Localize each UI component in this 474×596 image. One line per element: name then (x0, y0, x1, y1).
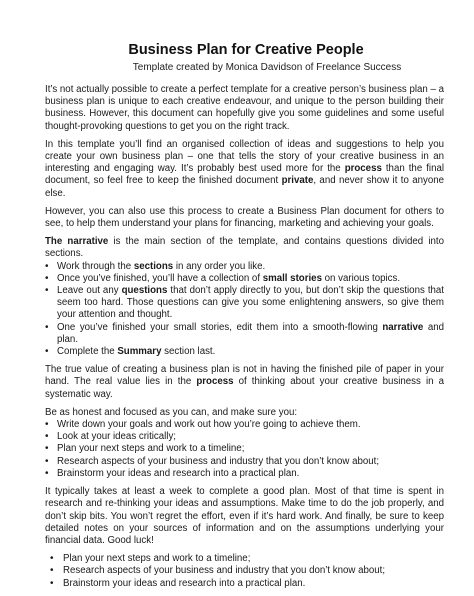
list-item: • Brainstorm your ideas and research into a practical plan. (45, 578, 444, 590)
list-item: • Plan your next steps and work to a timeline; (45, 553, 444, 565)
narrative-paragraph: The narrative is the main section of the template, and contains questions divided into sections. (45, 236, 444, 260)
template-paragraph: In this template you’ll find an organised collection of ideas and suggestions to help you create your own business plan – one that tells the story of your creative business in an interesting and engaging way. It’s probably best used more for the process than the final document, so feel free to keep the finished document private, and never show it to anyone else. (45, 138, 444, 199)
list-item: • Plan your next steps and work to a timeline; (45, 443, 444, 455)
list-item: • Research aspects of your business and industry that you don’t know about; (45, 565, 444, 577)
usage-paragraph: However, you can also use this process to create a Business Plan document for others to see, to help them understand your plans for financing, marketing and achieving your goals. (45, 205, 444, 230)
list-item: • Once you’ve finished, you’ll have a collection of small stories on various topics. (45, 273, 444, 285)
list-item: • Work through the sections in any order you like. (45, 261, 444, 273)
closing-paragraph: It typically takes at least a week to complete a good plan. Most of that time is spent in research and re-thinking your ideas and assumptions. Make time to do the job properly, and don’t skip bits. You won’t regret the effort, even if it’s hard work. And finally, be sure to keep detailed notes on your sources of information and on the assumptions underlying your financial data. Good luck! (45, 486, 444, 546)
document-subtitle: Template created by Monica Davidson of Freelance Success (132, 62, 402, 73)
list-item: • Brainstorm your ideas and research into a practical plan. (45, 468, 444, 480)
list-item: • Complete the Summary section last. (45, 346, 444, 358)
checklist (45, 419, 444, 480)
list-item: • Leave out any questions that don’t apply directly to you, but don’t skip the questions that seem too hard. Those questions can give you some enlightening answers, so give them your attention and thought. (45, 285, 444, 322)
final-list (45, 553, 444, 590)
document-title: Business Plan for Creative People (128, 42, 364, 58)
list-item: • One you’ve finished your small stories, edit them into a smooth-flowing narrative and plan. (45, 322, 444, 346)
document-body (45, 84, 444, 596)
value-paragraph: The true value of creating a business plan is not in having the finished pile of paper in your hand. The real value lies in the process of thinking about your creative business in a systematic way. (45, 364, 444, 400)
intro-paragraph: It’s not actually possible to create a perfect template for a creative person’s business plan – a business plan is unique to each creative endeavour, and unique to the person building their business. However, this document can hopefully give you some guidelines and some useful thought-provoking questions to get you on the right track. (45, 84, 444, 132)
narrative-list (45, 261, 444, 359)
list-item: • Write down your goals and work out how you’re going to achieve them. (45, 419, 444, 431)
list-item: • Research aspects of your business and industry that you don’t know about; (45, 456, 444, 468)
list-item: • Look at your ideas critically; (45, 431, 444, 443)
honesty-paragraph: Be as honest and focused as you can, and make sure you: (45, 406, 298, 418)
